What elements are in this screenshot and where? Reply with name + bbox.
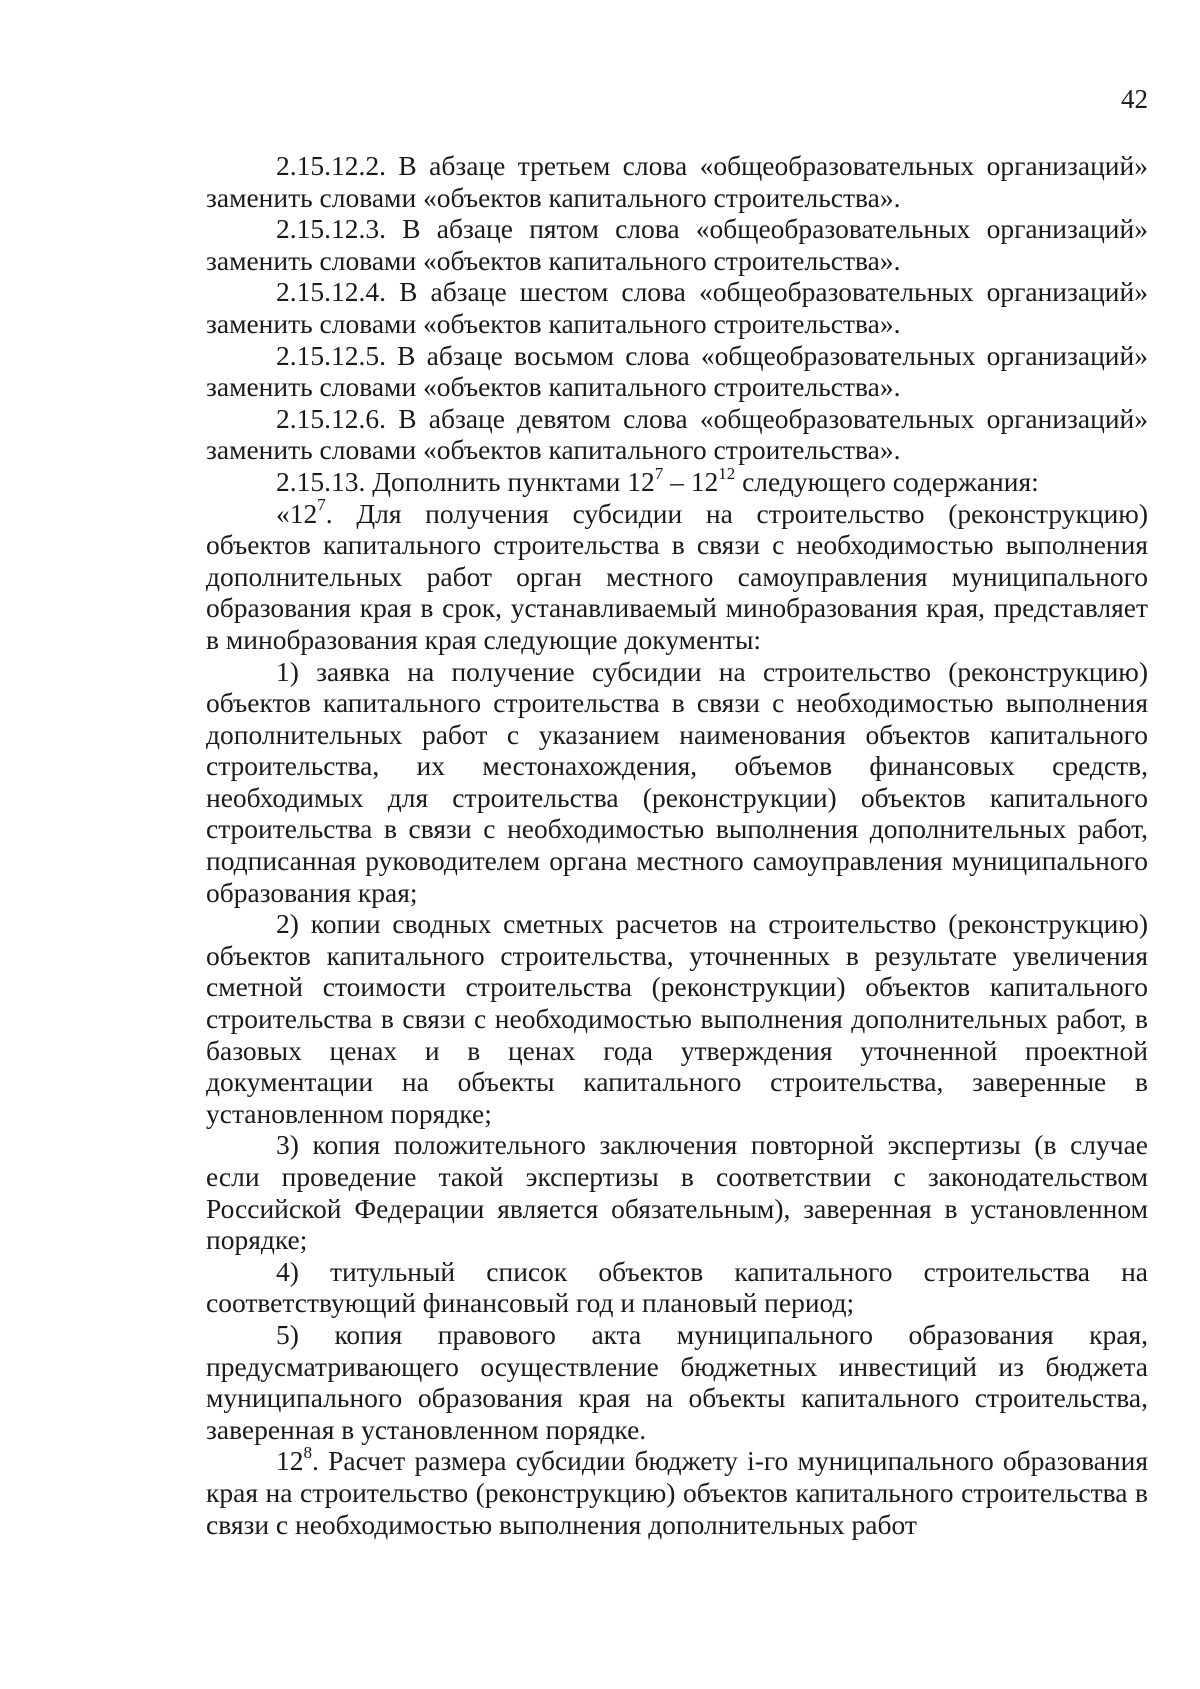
- paragraph-text: – 12: [663, 465, 719, 497]
- paragraph-2-15-12-6: 2.15.12.6. В абзаце девятом слова «общеобразовательных организаций» заменить словами «объектов капитального строительства».: [206, 402, 1148, 466]
- paragraph-text: . Для получения субсидии на строительство (реконструкцию) объектов капитального строительства в связи с необходимостью выполнения дополнительных работ орган местного самоуправления муниципального образования края в срок, устанавливаемый минобразования края, представляет в минобразования края следующие документы:: [206, 497, 1148, 655]
- paragraph-2-15-13: [206, 463, 1148, 498]
- list-item-1: 1) заявка на получение субсидии на строительство (реконструкцию) объектов капитального строительства в связи с необходимостью выполнения дополнительных работ с указанием наименования объектов капитального строительства, их местонахождения, объемов финансовых средств, необходимых для строительства (реконструкции) объектов капитального строительства в связи с необходимостью выполнения дополнительных работ, подписанная руководителем органа местного самоуправления муниципального образования края;: [206, 655, 1148, 908]
- superscript: 7: [654, 463, 664, 483]
- document-body: [206, 150, 1148, 1540]
- list-item-2: 2) копии сводных сметных расчетов на строительство (реконструкцию) объектов капитального строительства, уточненных в результате увеличения сметной стоимости строительства (реконструкции) объектов капитального строительства в связи с необходимостью выполнения дополнительных работ, в базовых ценах и в ценах года утверждения уточненной проектной документации на объекты капитального строительства, заверенные в установленном порядке;: [206, 908, 1148, 1129]
- paragraph-text: 12: [276, 1445, 304, 1477]
- paragraph-2-15-12-4: 2.15.12.4. В абзаце шестом слова «общеобразовательных организаций» заменить словами «объектов капитального строительства».: [206, 276, 1148, 339]
- superscript: 12: [718, 463, 736, 483]
- list-item-4: 4) титульный список объектов капитального строительства на соответствующий финансовый год и плановый период;: [206, 1255, 1148, 1319]
- paragraph-12-8: [206, 1445, 1148, 1540]
- superscript: 7: [317, 495, 326, 515]
- paragraph-2-15-12-5: 2.15.12.5. В абзаце восьмом слова «общеобразовательных организаций» заменить словами «объектов капитального строительства».: [206, 339, 1148, 403]
- page-number: 42: [1121, 84, 1148, 114]
- paragraph-text: следующего содержания:: [735, 465, 1039, 497]
- paragraph-text: 2.15.13. Дополнить пунктами 12: [276, 465, 655, 497]
- paragraph-text: «12: [276, 497, 318, 529]
- paragraph-2-15-12-3: 2.15.12.3. В абзаце пятом слова «общеобразовательных организаций» заменить словами «объектов капитального строительства».: [206, 213, 1148, 276]
- paragraph-12-7: [206, 495, 1148, 656]
- paragraph-2-15-12-2: 2.15.12.2. В абзаце третьем слова «общеобразовательных организаций» заменить словами «объектов капитального строительства».: [206, 150, 1148, 213]
- list-item-5: 5) копия правового акта муниципального образования края, предусматривающего осуществление бюджетных инвестиций из бюджета муниципального образования края на объекты капитального строительства, заверенная в установленном порядке.: [206, 1318, 1148, 1445]
- list-item-3: 3) копия положительного заключения повторной экспертизы (в случае если проведение такой экспертизы в соответствии с законодательством Российской Федерации является обязательным), заверенная в установленном порядке;: [206, 1129, 1148, 1256]
- superscript: 8: [303, 1443, 312, 1463]
- paragraph-text: . Расчет размера субсидии бюджету i-го муниципального образования края на строительство (реконструкцию) объектов капитального строительства в связи с необходимостью выполнения дополнительных работ: [206, 1445, 1148, 1540]
